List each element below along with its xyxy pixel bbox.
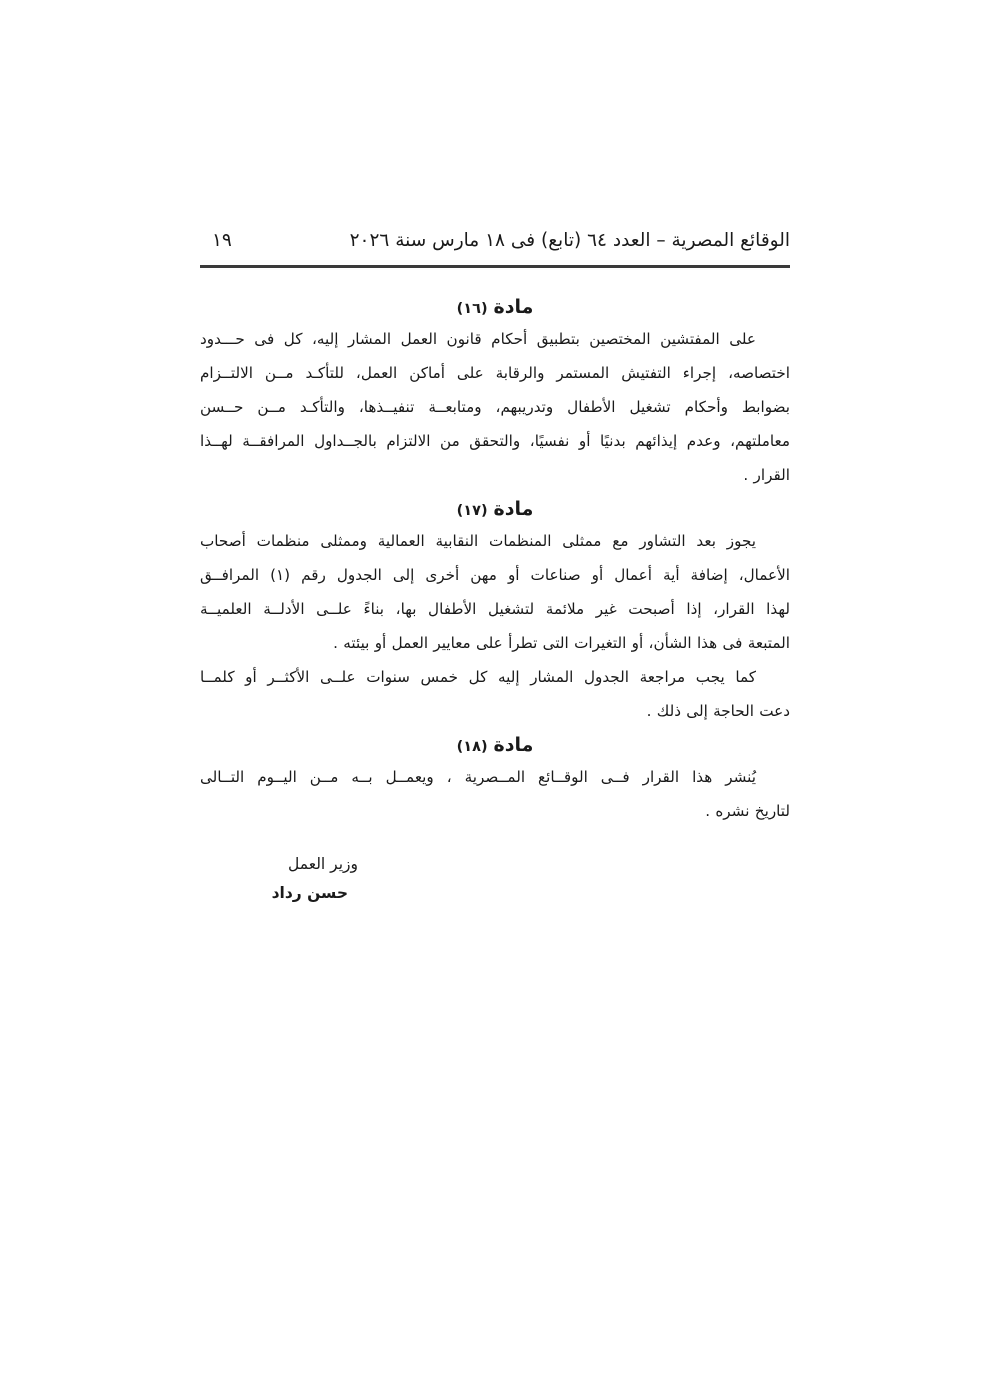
article-heading-word: مادة bbox=[493, 498, 534, 520]
body-line: المتبعة فى هذا الشأن، أو التغيرات التى تطرأ على معايير العمل أو بيئته . bbox=[333, 634, 790, 652]
signature-block bbox=[262, 850, 372, 908]
header-title: الوقائع المصرية – العدد ٦٤ (تابع) فى ١٨ مارس سنة ٢٠٢٦ bbox=[349, 230, 790, 251]
article-heading bbox=[200, 294, 790, 322]
article-body bbox=[200, 322, 790, 492]
signatory-name: حسن رداد bbox=[271, 884, 348, 902]
signatory-role: وزير العمل bbox=[288, 855, 358, 873]
article-body bbox=[200, 524, 790, 728]
article-heading bbox=[200, 496, 790, 524]
article-heading-number: (١٨) bbox=[456, 739, 488, 755]
header-rule bbox=[200, 265, 790, 268]
body-line: يجوز بعد التشاور مع ممثلى المنظمات النقابية العمالية وممثلى منظمات أصحاب bbox=[200, 532, 756, 550]
body-line: معاملتهم، وعدم إيذائهم بدنيًا أو نفسيًا، والتحقق من الالتزام بالجــداول المرافقــة لهــذا bbox=[200, 432, 790, 450]
article-body bbox=[200, 760, 790, 828]
article-heading bbox=[200, 732, 790, 760]
page-number: ١٩ bbox=[212, 230, 232, 251]
article-heading-number: (١٦) bbox=[456, 301, 488, 317]
article-18 bbox=[200, 732, 790, 828]
body-line: اختصاصه، إجراء التفتيش المستمر والرقابة على أماكن العمل، للتأكـد مــن الالتــزام bbox=[200, 364, 790, 382]
body-line: لهذا القرار، إذا أصبحت غير ملائمة لتشغيل الأطفال بها، بناءً علــى الأدلــة العلميــة bbox=[200, 600, 790, 618]
body-line: يُنشر هذا القرار فــى الوقــائع المــصرية ، ويعمــل بــه مــن اليــوم التــالى bbox=[200, 768, 756, 786]
article-heading-number: (١٧) bbox=[456, 503, 488, 519]
running-header bbox=[200, 222, 790, 260]
body-line: كما يجب مراجعة الجدول المشار إليه كل خمس سنوات علــى الأكثــر أو كلمــا bbox=[200, 668, 756, 686]
article-heading-word: مادة bbox=[493, 296, 534, 318]
body-line: لتاريخ نشره . bbox=[705, 802, 790, 820]
article-16 bbox=[200, 294, 790, 492]
article-heading-word: مادة bbox=[493, 734, 534, 756]
body-line: على المفتشين المختصين بتطبيق أحكام قانون العمل المشار إليه، كل فى حـــدود bbox=[200, 330, 756, 348]
gazette-page bbox=[200, 222, 790, 828]
body-line: القرار . bbox=[743, 466, 790, 484]
article-17 bbox=[200, 496, 790, 728]
body-line: الأعمال، إضافة أية أعمال أو صناعات أو مهن أخرى إلى الجدول رقم (١) المرافــق bbox=[200, 566, 790, 584]
body-line: دعت الحاجة إلى ذلك . bbox=[646, 702, 790, 720]
body-line: بضوابط وأحكام تشغيل الأطفال وتدريبهم، ومتابعــة تنفيــذها، والتأكـد مــن حــسن bbox=[200, 398, 790, 416]
